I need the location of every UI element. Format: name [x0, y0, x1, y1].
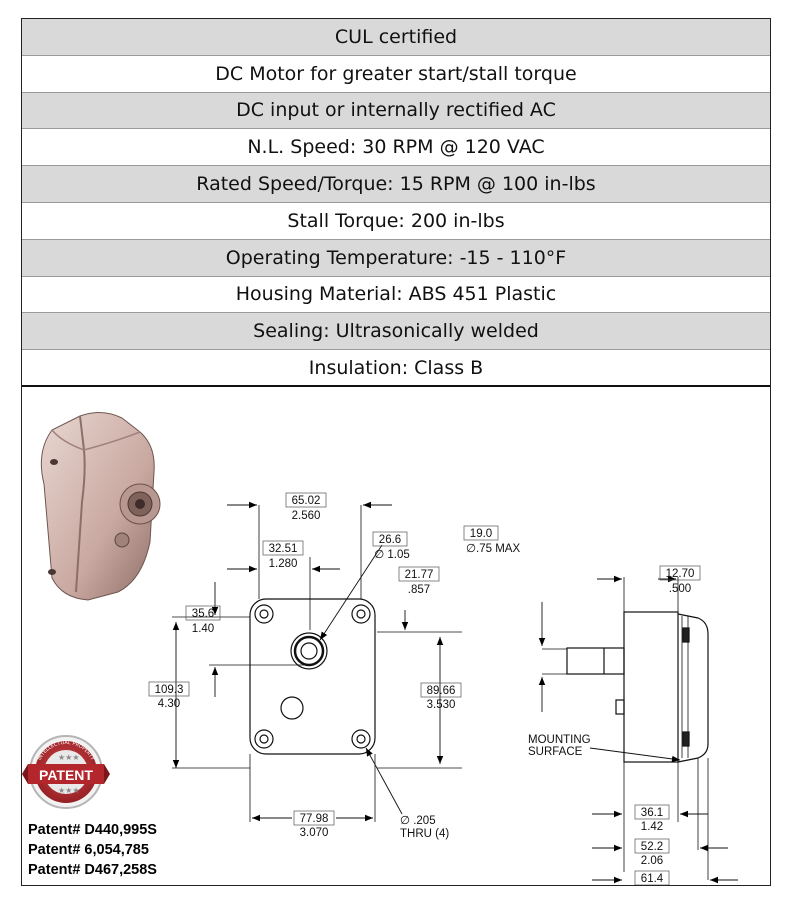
spec-row	[22, 203, 770, 240]
spec-text: Stall Torque: 200 in-lbs	[287, 209, 505, 232]
svg-text:★★★: ★★★	[58, 753, 80, 762]
dim-flange-mm: 12.70	[665, 568, 695, 580]
patent-number: Patent# D440,995S	[28, 822, 157, 838]
spec-row	[22, 240, 770, 277]
dim-depth3-mm: 61.4	[640, 873, 664, 885]
spec-text: CUL certified	[334, 25, 458, 48]
dim-hole-spacing-v-in: 3.530	[426, 699, 456, 711]
dim-shaft-offset-mm: 35.6	[191, 608, 215, 620]
mounting-surface-label	[528, 734, 594, 758]
spec-text: DC input or internally rectified AC	[236, 99, 556, 122]
mounting-surface-line1: MOUNTING	[528, 734, 591, 746]
dim-shaft-dia-mm: 26.6	[378, 534, 402, 546]
dim-output-dia-in: ∅.75 MAX	[466, 543, 521, 555]
mounting-surface-line2: SURFACE	[528, 746, 583, 758]
dim-depth2-mm: 52.2	[640, 841, 664, 853]
dim-depth1-mm: 36.1	[640, 807, 664, 819]
datasheet-frame	[21, 18, 771, 886]
spec-row	[22, 129, 770, 166]
spec-row	[22, 313, 770, 350]
dim-overall-height-mm: 109.3	[154, 684, 184, 696]
spec-row	[22, 166, 770, 203]
patent-number: Patent# 6,054,785	[28, 842, 149, 858]
dim-hole-offset-mm: 21.77	[404, 569, 434, 581]
spec-row	[22, 277, 770, 314]
dim-depth2-in: 2.06	[640, 855, 664, 867]
dim-hole-spacing-v-mm: 89.66	[426, 685, 456, 697]
dim-overall-width-in: 2.560	[291, 510, 321, 522]
spec-row	[22, 93, 770, 130]
spec-row	[22, 350, 770, 387]
side-view-drawing	[542, 577, 738, 880]
spec-text: DC Motor for greater start/stall torque	[215, 62, 577, 85]
dim-overall-height-in: 4.30	[157, 698, 181, 710]
patent-badge-ring-text: INTELLECTUAL PROPERTY	[36, 739, 96, 762]
spec-table	[22, 19, 770, 387]
patent-list	[28, 820, 157, 880]
patent-badge-text: PATENT	[39, 767, 93, 783]
dim-overall-width-mm: 65.02	[291, 495, 321, 507]
dim-hole-offset-in: .857	[407, 584, 431, 596]
dim-mount-hole: ∅ .205	[400, 815, 436, 827]
drawing-canvas	[22, 402, 771, 886]
spec-text: Sealing: Ultrasonically welded	[253, 320, 539, 343]
dim-hole-spacing-h-in: 3.070	[299, 827, 329, 839]
dim-half-width-mm: 32.51	[268, 543, 298, 555]
motor-render-image	[41, 412, 160, 600]
technical-drawing	[22, 402, 771, 886]
dim-half-width-in: 1.280	[268, 558, 298, 570]
spec-text: Operating Temperature: -15 - 110°F	[225, 246, 567, 269]
dim-flange-in: .500	[668, 583, 692, 595]
spec-text: Insulation: Class B	[308, 356, 484, 379]
spec-text: Rated Speed/Torque: 15 RPM @ 100 in-lbs	[196, 173, 596, 196]
dim-mount-hole-thru: THRU (4)	[400, 828, 450, 840]
front-view-drawing	[172, 505, 462, 822]
patent-badge-icon	[22, 736, 110, 808]
dim-depth1-in: 1.42	[640, 821, 664, 833]
spec-text: Housing Material: ABS 451 Plastic	[235, 283, 557, 306]
spec-row	[22, 19, 770, 56]
svg-text:★★★: ★★★	[58, 786, 80, 795]
dim-shaft-dia-in: ∅ 1.05	[374, 549, 410, 561]
dim-hole-spacing-h-mm: 77.98	[299, 813, 329, 825]
patent-number: Patent# D467,258S	[28, 862, 157, 878]
spec-row	[22, 56, 770, 93]
spec-text: N.L. Speed: 30 RPM @ 120 VAC	[247, 136, 545, 159]
dim-output-dia-mm: 19.0	[469, 528, 493, 540]
dim-shaft-offset-in: 1.40	[191, 623, 215, 635]
